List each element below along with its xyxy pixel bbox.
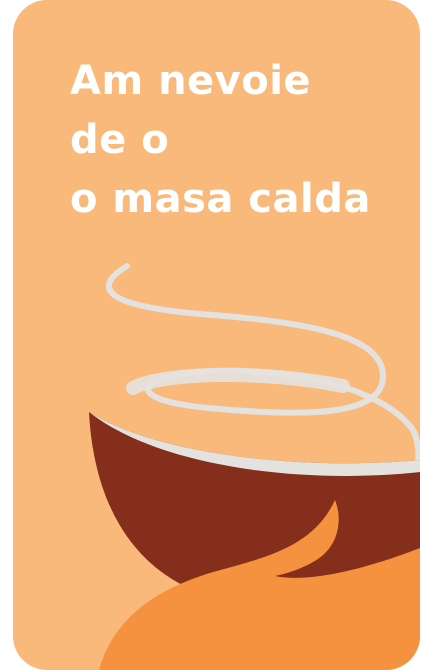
title-line-1: Am nevoie bbox=[70, 58, 312, 104]
title-line-2: de o bbox=[70, 117, 170, 163]
meal-request-card[interactable] bbox=[13, 0, 420, 670]
hot-meal-illustration bbox=[13, 0, 420, 670]
title-line-3: o masa calda bbox=[70, 176, 371, 222]
